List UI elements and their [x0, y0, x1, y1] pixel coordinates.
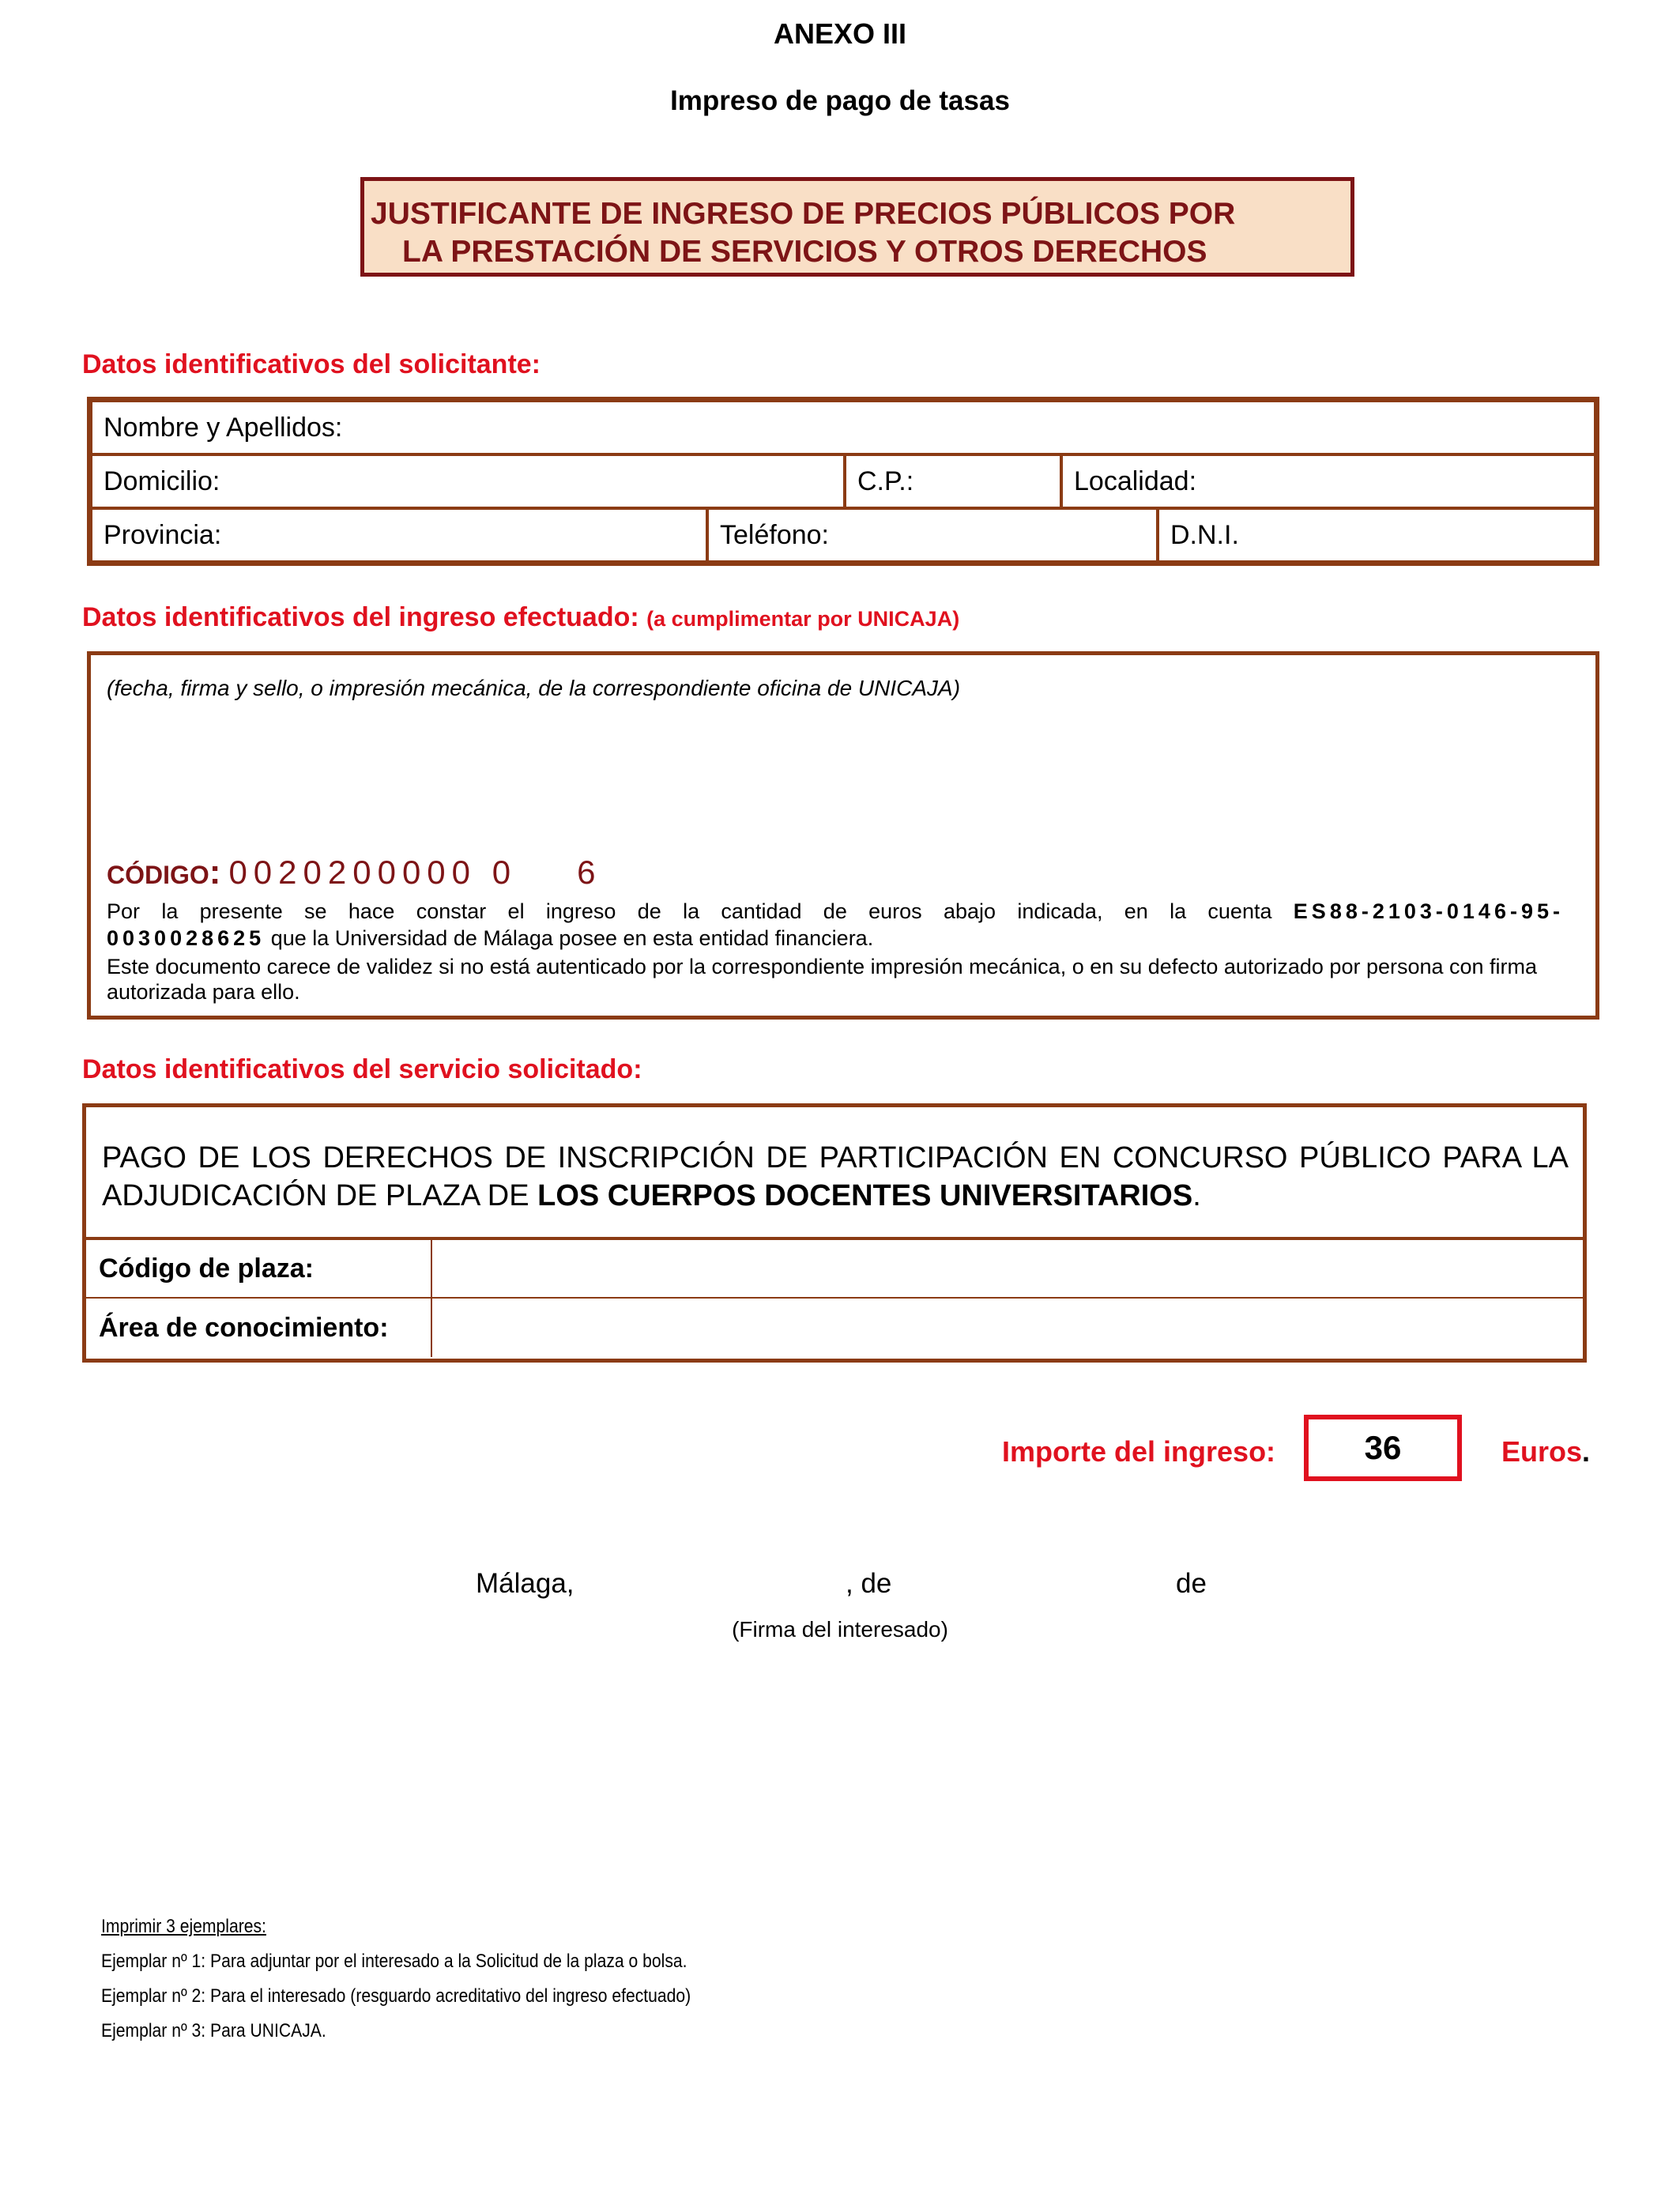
address-field[interactable] [91, 454, 845, 508]
service-description-suffix: . [1192, 1179, 1201, 1212]
place-code-input[interactable] [442, 1240, 1548, 1299]
currency [1501, 1435, 1590, 1468]
amount-value: 36 [1364, 1429, 1402, 1466]
amount-label: Importe del ingreso: [1002, 1435, 1276, 1468]
header-line-2: LA PRESTACIÓN DE SERVICIOS Y OTROS DERECHOS [402, 235, 1207, 269]
knowledge-area-row [86, 1299, 1583, 1357]
place-code-row [86, 1240, 1583, 1299]
code-check-digit: 6 [577, 854, 596, 891]
signature-date-separator-2: de [1176, 1568, 1207, 1599]
place-code-label: Código de plaza: [86, 1240, 432, 1297]
applicant-section-title: Datos identificativos del solicitante: [82, 349, 541, 379]
service-description [102, 1139, 1569, 1215]
service-box [82, 1103, 1587, 1363]
province-label: Provincia: [104, 519, 222, 550]
service-description-prefix: PAGO DE LOS DERECHOS DE INSCRIPCIÓN DE PARTICIPACIÓN EN CONCURSO PÚBLICO PARA LA ADJUDICACIÓN DE PLAZA DE [102, 1141, 1569, 1212]
signature-caption: (Firma del interesado) [732, 1617, 948, 1642]
name-label: Nombre y Apellidos: [104, 412, 343, 443]
knowledge-area-label: Área de conocimiento: [86, 1299, 432, 1357]
header-line-1: JUSTIFICANTE DE INGRESO DE PRECIOS PÚBLICOS POR [371, 197, 1236, 231]
annex-title: ANEXO III [773, 17, 907, 50]
validity-note: Este documento carece de validez si no está autenticado por la correspondiente impresión mecánica, o en su defecto autorizado por persona con firma autorizada para ello. [107, 955, 1538, 1004]
phone-label: Teléfono: [720, 519, 829, 550]
code-value: 0020200000 0 [228, 854, 518, 891]
dni-label: D.N.I. [1170, 519, 1239, 550]
postal-code-label: C.P.: [857, 466, 914, 496]
signature-city: Málaga, [476, 1568, 574, 1599]
payment-text-line-2 [107, 925, 1564, 951]
stamp-note: (fecha, firma y sello, o impresión mecánica, de la correspondiente oficina de UNICAJA) [107, 676, 961, 700]
code-label: CÓDIGO [107, 861, 209, 889]
footer-heading: Imprimir 3 ejemplares: [101, 1916, 266, 1937]
service-section-title: Datos identificativos del servicio solicitado: [82, 1054, 642, 1084]
footer-copy-2: Ejemplar nº 2: Para el interesado (resguardo acreditativo del ingreso efectuado) [101, 1985, 691, 2007]
payment-code-line [107, 853, 595, 892]
locality-field[interactable] [1061, 454, 1595, 508]
account-number-part-2: 0030028625 [107, 926, 266, 950]
currency-label: Euros [1501, 1435, 1583, 1468]
payment-text-line-1 [107, 899, 1564, 924]
name-field[interactable] [91, 401, 1595, 454]
payment-section-label: Datos identificativos del ingreso efectuado: [82, 602, 639, 632]
code-colon: : [209, 853, 221, 892]
phone-field[interactable] [707, 508, 1158, 562]
province-field[interactable] [91, 508, 707, 562]
receipt-header-box [360, 177, 1354, 277]
applicant-table [87, 397, 1599, 566]
footer-copy-3: Ejemplar nº 3: Para UNICAJA. [101, 2020, 326, 2041]
locality-label: Localidad: [1074, 466, 1197, 496]
account-number-part-1: ES88-2103-0146-95- [1293, 899, 1564, 923]
payment-text-outro: que la Universidad de Málaga posee en esta entidad financiera. [270, 926, 874, 950]
signature-date-separator-1: , de [846, 1568, 892, 1599]
payment-text-intro: Por la presente se hace constar el ingreso de la cantidad de euros abajo indicada, en la cuenta [107, 899, 1272, 923]
postal-code-field[interactable] [845, 454, 1061, 508]
address-label: Domicilio: [104, 466, 220, 496]
dni-field[interactable] [1158, 508, 1595, 562]
payment-section-note: (a cumplimentar por UNICAJA) [646, 607, 960, 631]
knowledge-area-input[interactable] [442, 1299, 1548, 1357]
payment-box [87, 651, 1599, 1020]
amount-value-box [1304, 1415, 1462, 1481]
currency-dot: . [1582, 1435, 1591, 1468]
payment-section-title [82, 602, 959, 633]
service-description-bold: LOS CUERPOS DOCENTES UNIVERSITARIOS [537, 1179, 1193, 1212]
footer-copy-1: Ejemplar nº 1: Para adjuntar por el interesado a la Solicitud de la plaza o bolsa. [101, 1951, 687, 1972]
document-subtitle: Impreso de pago de tasas [670, 85, 1010, 116]
